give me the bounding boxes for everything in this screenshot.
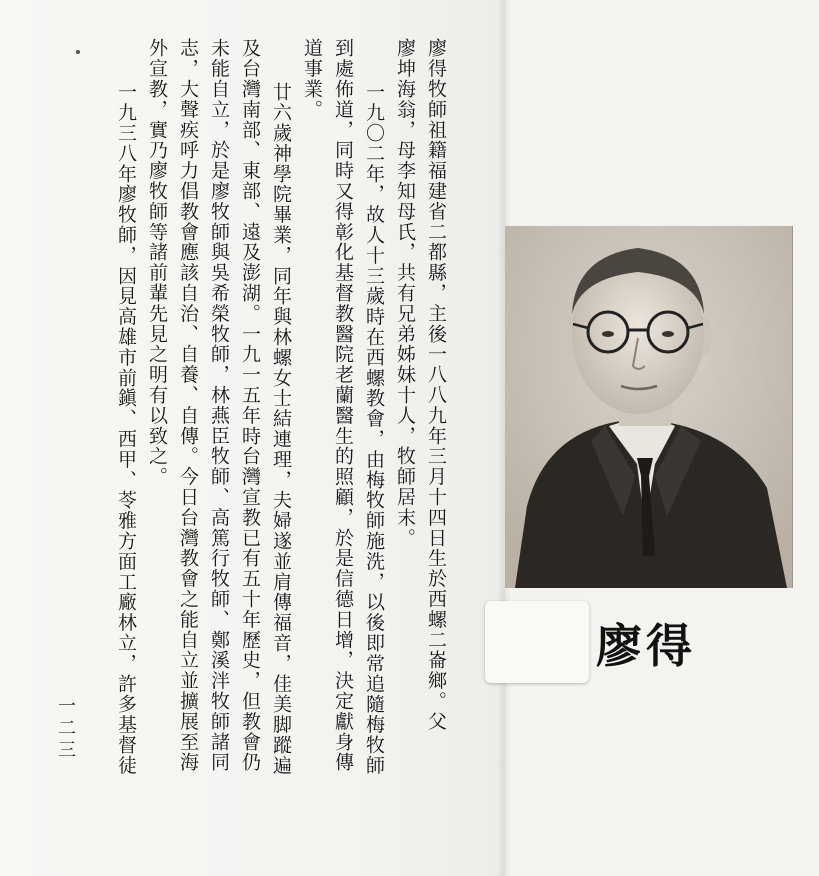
- text-column: 廿六歲神學院畢業，同年與林螺女士結連理，夫婦遂並肩傳福音，佳美脚蹤遍: [270, 82, 292, 776]
- text-column: 到處佈道，同時又得彰化基督教醫院老蘭醫生的照顧，於是信德日增，決定獻身傳: [332, 38, 354, 773]
- text-column: 及台灣南部、東部、遠及澎湖。一九一五年時台灣宣教已有五十年歷史，但教會仍: [239, 38, 261, 773]
- text-column: 道事業。: [301, 38, 323, 120]
- text-column: 一九〇二年，故人十三歲時在西螺教會，由梅牧師施洗，以後即常追隨梅牧師: [363, 82, 385, 776]
- text-column: 志，大聲疾呼力倡教會應該自治、自養、自傳。今日台灣教會之能自立並擴展至海: [177, 38, 199, 773]
- text-column: 未能自立，於是廖牧師與吳希榮牧師，林燕臣牧師、高篤行牧師、鄭溪泮牧師諸同: [208, 38, 230, 773]
- paper-label: [485, 601, 589, 683]
- name-caption: 廖得: [596, 619, 696, 673]
- text-column: 一九三八年廖牧師，因見高雄市前鎭、西甲、苓雅方面工廠林立，許多基督徒: [115, 82, 137, 776]
- text-column: 外宣教，實乃廖牧師等諸前輩先見之明有以致之。: [146, 38, 168, 487]
- text-column: 廖得牧師祖籍福建省二都縣，主後一八八九年三月十四日生於西螺二崙鄉。父: [425, 38, 447, 732]
- portrait-photo: [505, 226, 793, 588]
- text-column: 廖坤海翁，母李知母氏，共有兄弟姊妹十人，牧師居末。: [394, 38, 416, 548]
- biography-text: [80, 38, 455, 838]
- page-number: 一二三: [55, 696, 76, 762]
